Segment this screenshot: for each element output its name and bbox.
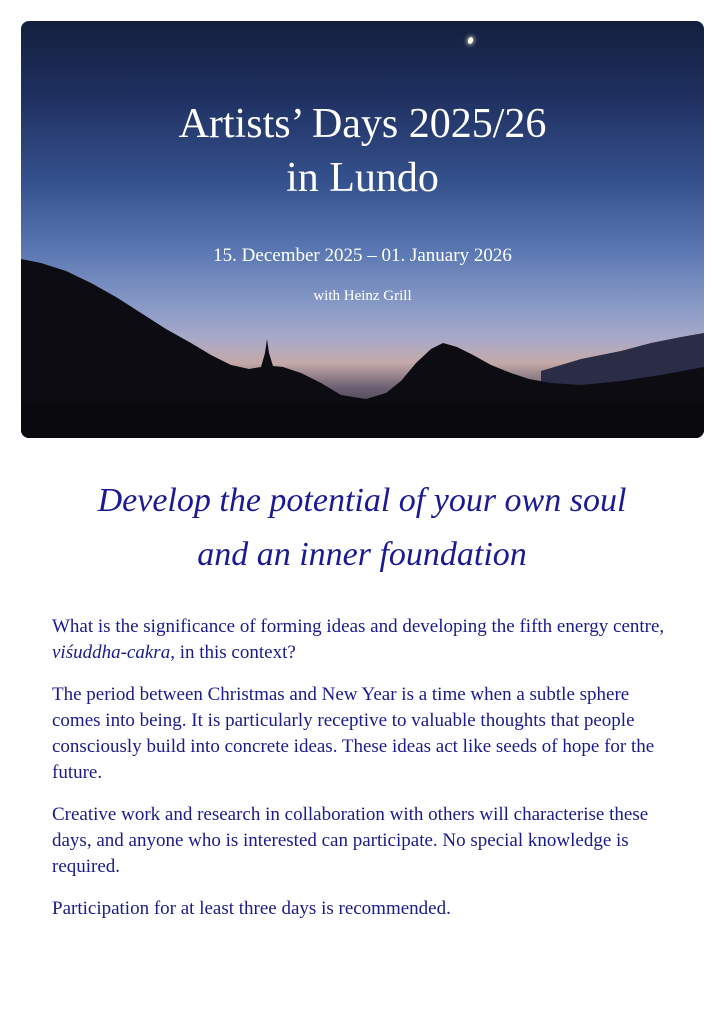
paragraph-collaboration: Creative work and research in collaboration with others will characterise these days, and anyone who is interested can participate. No special knowledge is required. [52, 804, 649, 877]
tagline [0, 474, 724, 582]
description [52, 614, 678, 938]
hero-image [21, 21, 704, 438]
sanskrit-term: viśuddha-cakra [52, 642, 171, 663]
event-dates: 15. December 2025 – 01. January 2026 [213, 245, 512, 266]
paragraph-question-end: , in this context? [170, 642, 296, 663]
tagline-line2: and an inner foundation [197, 536, 527, 573]
event-title-line1: Artists’ Days 2025/26 [178, 101, 547, 147]
mountain-silhouette [21, 21, 704, 438]
event-title-line2: in Lundo [286, 155, 439, 201]
paragraph-period: The period between Christmas and New Year is a time when a subtle sphere comes into being. It is particularly receptive to valuable thoughts that people consciously build into concrete ideas. These ideas act like seeds of hope for the future. [52, 684, 655, 783]
paragraph-question-text: What is the significance of forming ideas and developing the fifth energy centre, [52, 616, 665, 637]
tagline-line1: Develop the potential of your own soul [97, 482, 627, 519]
event-title [21, 97, 704, 205]
paragraph-participation: Participation for at least three days is recommended. [52, 898, 451, 919]
event-host: with Heinz Grill [313, 288, 412, 304]
paragraph-question [52, 614, 678, 666]
